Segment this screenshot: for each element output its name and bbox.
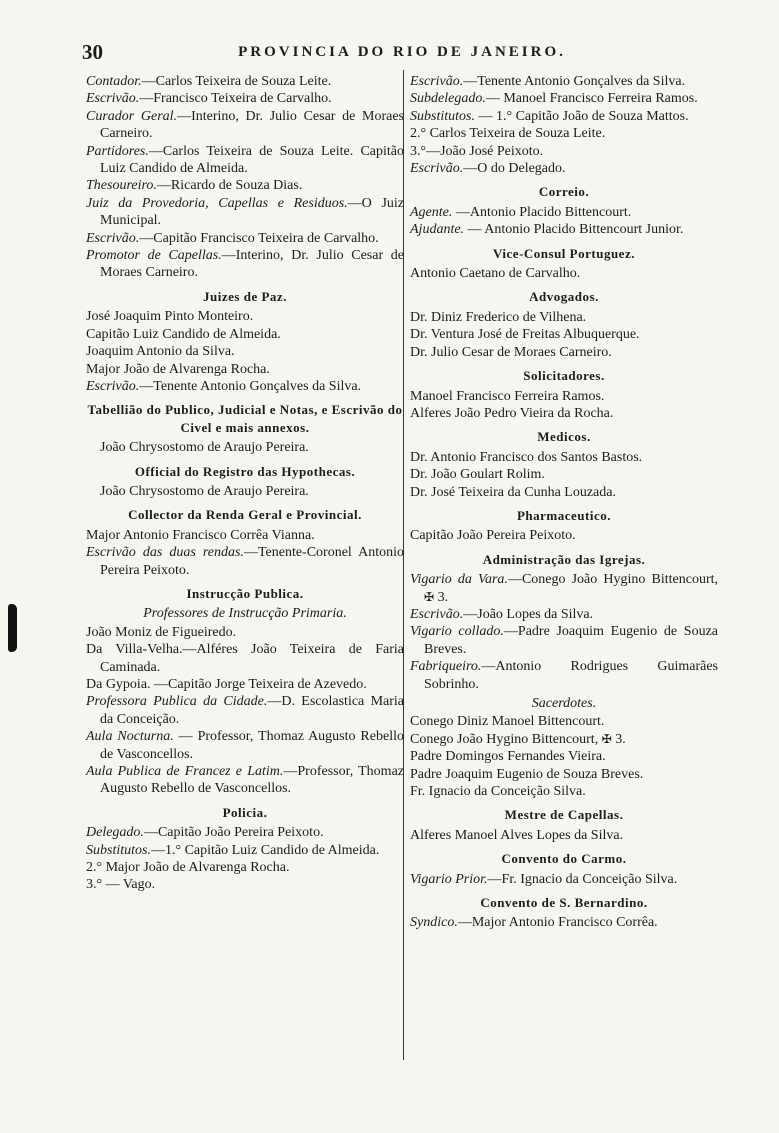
list-item: Capitão Luiz Candido de Almeida. [86, 326, 281, 342]
list-item: Dr. Diniz Frederico de Vilhena. [410, 309, 587, 325]
section-heading-advogados: Advogados. [529, 289, 599, 305]
page-title: PROVINCIA DO RIO DE JANEIRO. [238, 44, 566, 60]
page-header [82, 40, 722, 66]
page-number: 30 [82, 40, 103, 64]
entry-curador: Curador Geral.—Interino, Dr. Julio Cesar de Moraes Carneiro. [86, 108, 404, 142]
subheading-sacerdotes: Sacerdotes. [531, 696, 597, 711]
section-heading-vice-consul: Vice-Consul Portuguez. [493, 245, 635, 261]
entry-escrivao: Escrivão.—Francisco Teixeira de Carvalho. [86, 91, 332, 107]
list-item: Dr. José Teixeira da Cunha Louzada. [410, 484, 616, 500]
list-item: Capitão João Pereira Peixoto. [410, 528, 576, 544]
section-heading-juizes: Juizes de Paz. [203, 288, 287, 304]
entry-escrivao: Escrivão.—Tenente Antonio Gonçalves da Silva. [410, 74, 686, 89]
section-heading-collector: Collector da Renda Geral e Provincial. [128, 507, 362, 523]
list-item: Da Gypoia. —Capitão Jorge Teixeira de Azevedo. [86, 677, 367, 692]
cross-icon: ✠ [424, 589, 435, 604]
entry-juiz-provedoria: Juiz da Provedoria, Capellas e Residuos.—O Juiz Municipal. [86, 195, 404, 229]
list-item: Conego Diniz Manoel Bittencourt. [410, 714, 605, 730]
entry-escrivao-igrejas: Escrivão.—João Lopes da Silva. [410, 606, 594, 622]
list-item: Major João de Alvarenga Rocha. [86, 361, 270, 377]
entry-thesoureiro: Thesoureiro.—Ricardo de Souza Dias. [86, 178, 303, 194]
list-item: João Moniz de Figueiredo. [86, 624, 237, 640]
section-heading-medicos: Medicos. [537, 429, 591, 445]
section-heading-mestre: Mestre de Capellas. [504, 807, 624, 823]
section-heading-official: Official do Registro das Hypothecas. [134, 463, 356, 479]
list-item: Dr. Julio Cesar de Moraes Carneiro. [410, 344, 612, 360]
section-heading-correio: Correio. [538, 184, 590, 200]
entry-substitutos: Substitutos.—1.° Capitão Luiz Candido de Almeida. [86, 842, 380, 858]
list-item: Dr. João Goulart Rolim. [410, 467, 545, 483]
section-heading-carmo: Convento do Carmo. [501, 851, 627, 867]
list-item: Dr. Ventura José de Freitas Albuquerque. [410, 327, 640, 343]
section-heading-administracao: Administração das Igrejas. [482, 551, 646, 567]
entry-syndico: Syndico.—Major Antonio Francisco Corrêa. [410, 915, 658, 931]
list-item: 3.°—João José Peixoto. [410, 143, 544, 159]
section-heading-policia: Policia. [222, 804, 268, 820]
list-item: Alferes Manoel Alves Lopes da Silva. [410, 827, 624, 843]
entry-escrivao-delegado: Escrivão.—O do Delegado. [410, 161, 566, 177]
entry-ajudante: Ajudante. — Antonio Placido Bittencourt Junior. [410, 222, 684, 238]
cross-icon: ✠ [601, 731, 612, 746]
entry-juizes-escrivao: Escrivão.—Tenente Antonio Gonçalves da Silva. [86, 378, 362, 394]
list-item: Alferes João Pedro Vieira da Rocha. [410, 405, 614, 421]
entry-partidores: Partidores.—Carlos Teixeira de Souza Leite. Capitão Luiz Candido de Almeida. [86, 143, 404, 177]
right-column [410, 73, 718, 932]
entry-contador: Contador.—Carlos Teixeira de Souza Leite. [86, 74, 332, 89]
list-item: Manoel Francisco Ferreira Ramos. [410, 388, 605, 404]
list-item: Conego João Hygino Bittencourt, ✠ 3. [410, 731, 626, 747]
entry-vigario-collado: Vigario collado.—Padre Joaquim Eugenio de Souza Breves. [410, 624, 718, 657]
entry-aula-francez: Aula Publica de Francez e Latim.—Professor, Thomaz Augusto Rebello de Vasconcellos. [86, 764, 404, 797]
section-heading-solicitadores: Solicitadores. [523, 368, 605, 384]
entry-vigario-prior: Vigario Prior.—Fr. Ignacio da Conceição Silva. [410, 871, 678, 887]
list-item: Padre Joaquim Eugenio de Souza Breves. [410, 766, 644, 782]
entry-vigario-vara: Vigario da Vara.—Conego João Hygino Bittencourt, ✠ 3. [410, 572, 718, 605]
list-item: Antonio Caetano de Carvalho. [410, 266, 581, 282]
subheading-professores: Professores de Instrucção Primaria. [143, 606, 347, 622]
entry-delegado: Delegado.—Capitão João Pereira Peixoto. [86, 825, 324, 841]
section-heading-bernardino: Convento de S. Bernardino. [480, 895, 648, 911]
list-item: José Joaquim Pinto Monteiro. [86, 309, 254, 325]
list-item: João Chrysostomo de Araujo Pereira. [100, 440, 309, 456]
entry-fabriqueiro: Fabriqueiro.—Antonio Rodrigues Guimarães Sobrinho. [410, 659, 718, 692]
list-item: João Chrysostomo de Araujo Pereira. [100, 483, 309, 499]
list-item: 2.° Carlos Teixeira de Souza Leite. [410, 126, 606, 142]
entry-aula-nocturna: Aula Nocturna. — Professor, Thomaz Augusto Rebello de Vasconcellos. [86, 729, 404, 762]
list-item: Dr. Antonio Francisco dos Santos Bastos. [410, 449, 643, 465]
margin-mark [8, 604, 17, 652]
list-item: 3.° — Vago. [86, 877, 156, 893]
entry-agente: Agente. —Antonio Placido Bittencourt. [410, 204, 632, 220]
list-item: 2.° Major João de Alvarenga Rocha. [86, 860, 290, 876]
section-heading-instrucao: Instrucção Publica. [186, 585, 304, 601]
list-item: Major Antonio Francisco Corrêa Vianna. [86, 527, 315, 543]
left-column [86, 73, 404, 894]
entry-escrivao-capellas: Escrivão.—Capitão Francisco Teixeira de Carvalho. [86, 230, 379, 246]
entry-subdelegado: Subdelegado.— Manoel Francisco Ferreira Ramos. [410, 91, 698, 107]
entry-professora: Professora Publica da Cidade.—D. Escolastica Maria da Conceição. [86, 694, 404, 727]
section-heading-tabelliao: Tabellião do Publico, Judicial e Notas, e Escrivão do Civel e mais annexos. [87, 402, 403, 435]
section-heading-pharmaceutico: Pharmaceutico. [516, 507, 611, 523]
entry-collector-escrivao: Escrivão das duas rendas.—Tenente-Coronel Antonio Pereira Peixoto. [86, 545, 404, 578]
list-item: Joaquim Antonio da Silva. [86, 344, 235, 360]
list-item: Padre Domingos Fernandes Vieira. [410, 749, 606, 765]
entry-substitutos: Substitutos. — 1.° Capitão João de Souza Mattos. [410, 108, 689, 124]
entry-promotor: Promotor de Capellas.—Interino, Dr. Julio Cesar de Moraes Carneiro. [86, 248, 404, 281]
list-item: Da Villa-Velha.—Alféres João Teixeira de Faria Caminada. [86, 642, 404, 675]
list-item: Fr. Ignacio da Conceição Silva. [410, 784, 586, 800]
